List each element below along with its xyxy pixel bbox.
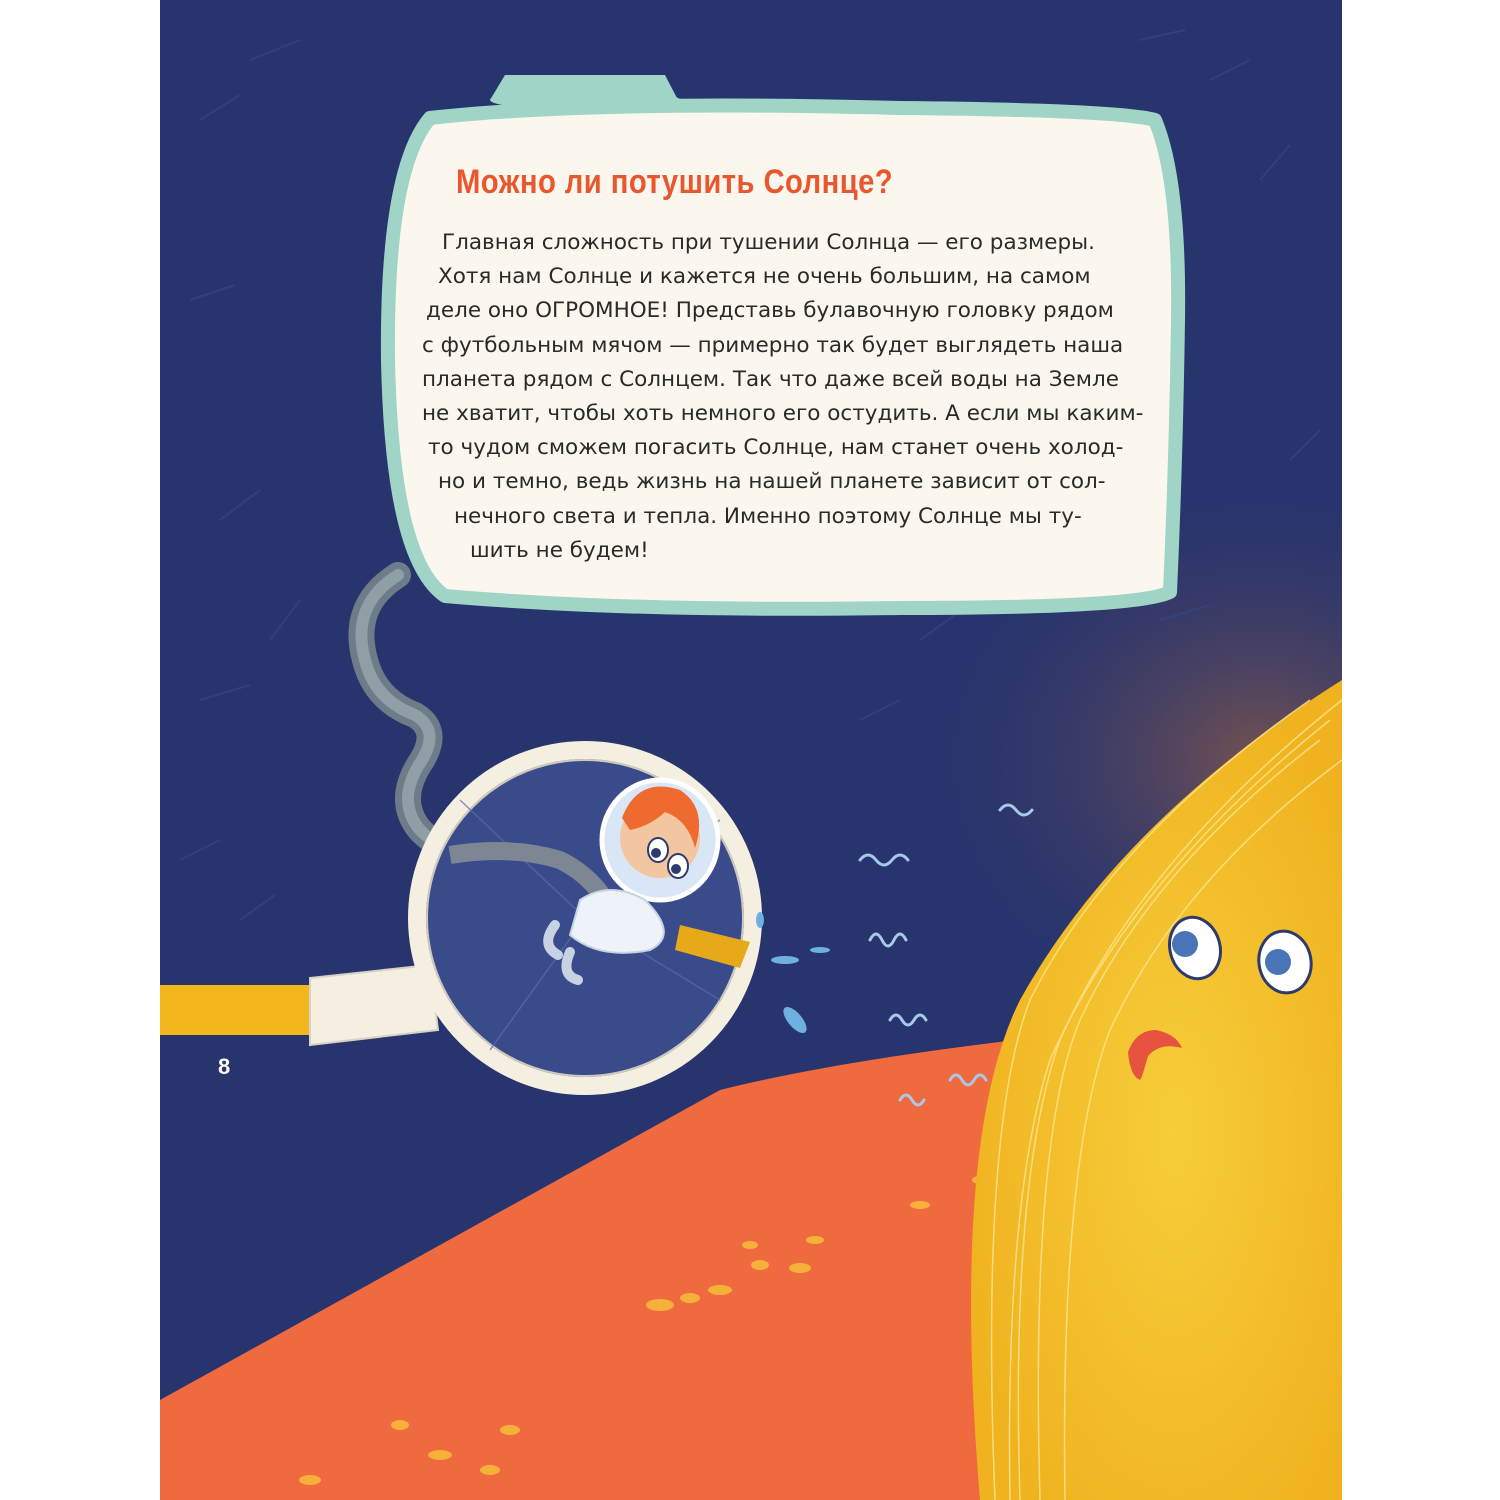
book-page	[160, 0, 1342, 1500]
paragraph-line: шить не будем!	[470, 537, 649, 563]
paragraph-line: то чудом сможем погасить Солнце, нам станет очень холод-	[428, 435, 1124, 461]
page-title: Можно ли потушить Солнце?	[456, 163, 894, 201]
magnifier-handle	[160, 985, 325, 1035]
body-paragraph	[422, 226, 1182, 568]
paragraph-line: не хватит, чтобы хоть немного его остудить. А если мы каким-	[422, 401, 1144, 427]
paragraph-line: Хотя нам Солнце и кажется не очень большим, на самом	[438, 264, 1091, 290]
paragraph-line: Главная сложность при тушении Солнца — его размеры.	[442, 230, 1095, 255]
space-illustration	[160, 0, 1342, 1500]
paragraph-line: нечного света и тепла. Именно поэтому Солнце мы ту-	[454, 503, 1082, 529]
paragraph-line: планета рядом с Солнцем. Так что даже всей воды на Земле	[422, 366, 1119, 392]
paragraph-line: с футбольным мячом — примерно так будет выглядеть наша	[422, 332, 1124, 358]
paragraph-line: но и темно, ведь жизнь на нашей планете зависит от сол-	[438, 469, 1106, 495]
paragraph-line: деле оно ОГРОМНОЕ! Представь булавочную головку рядом	[426, 298, 1114, 324]
page-number: 8	[218, 1054, 231, 1079]
